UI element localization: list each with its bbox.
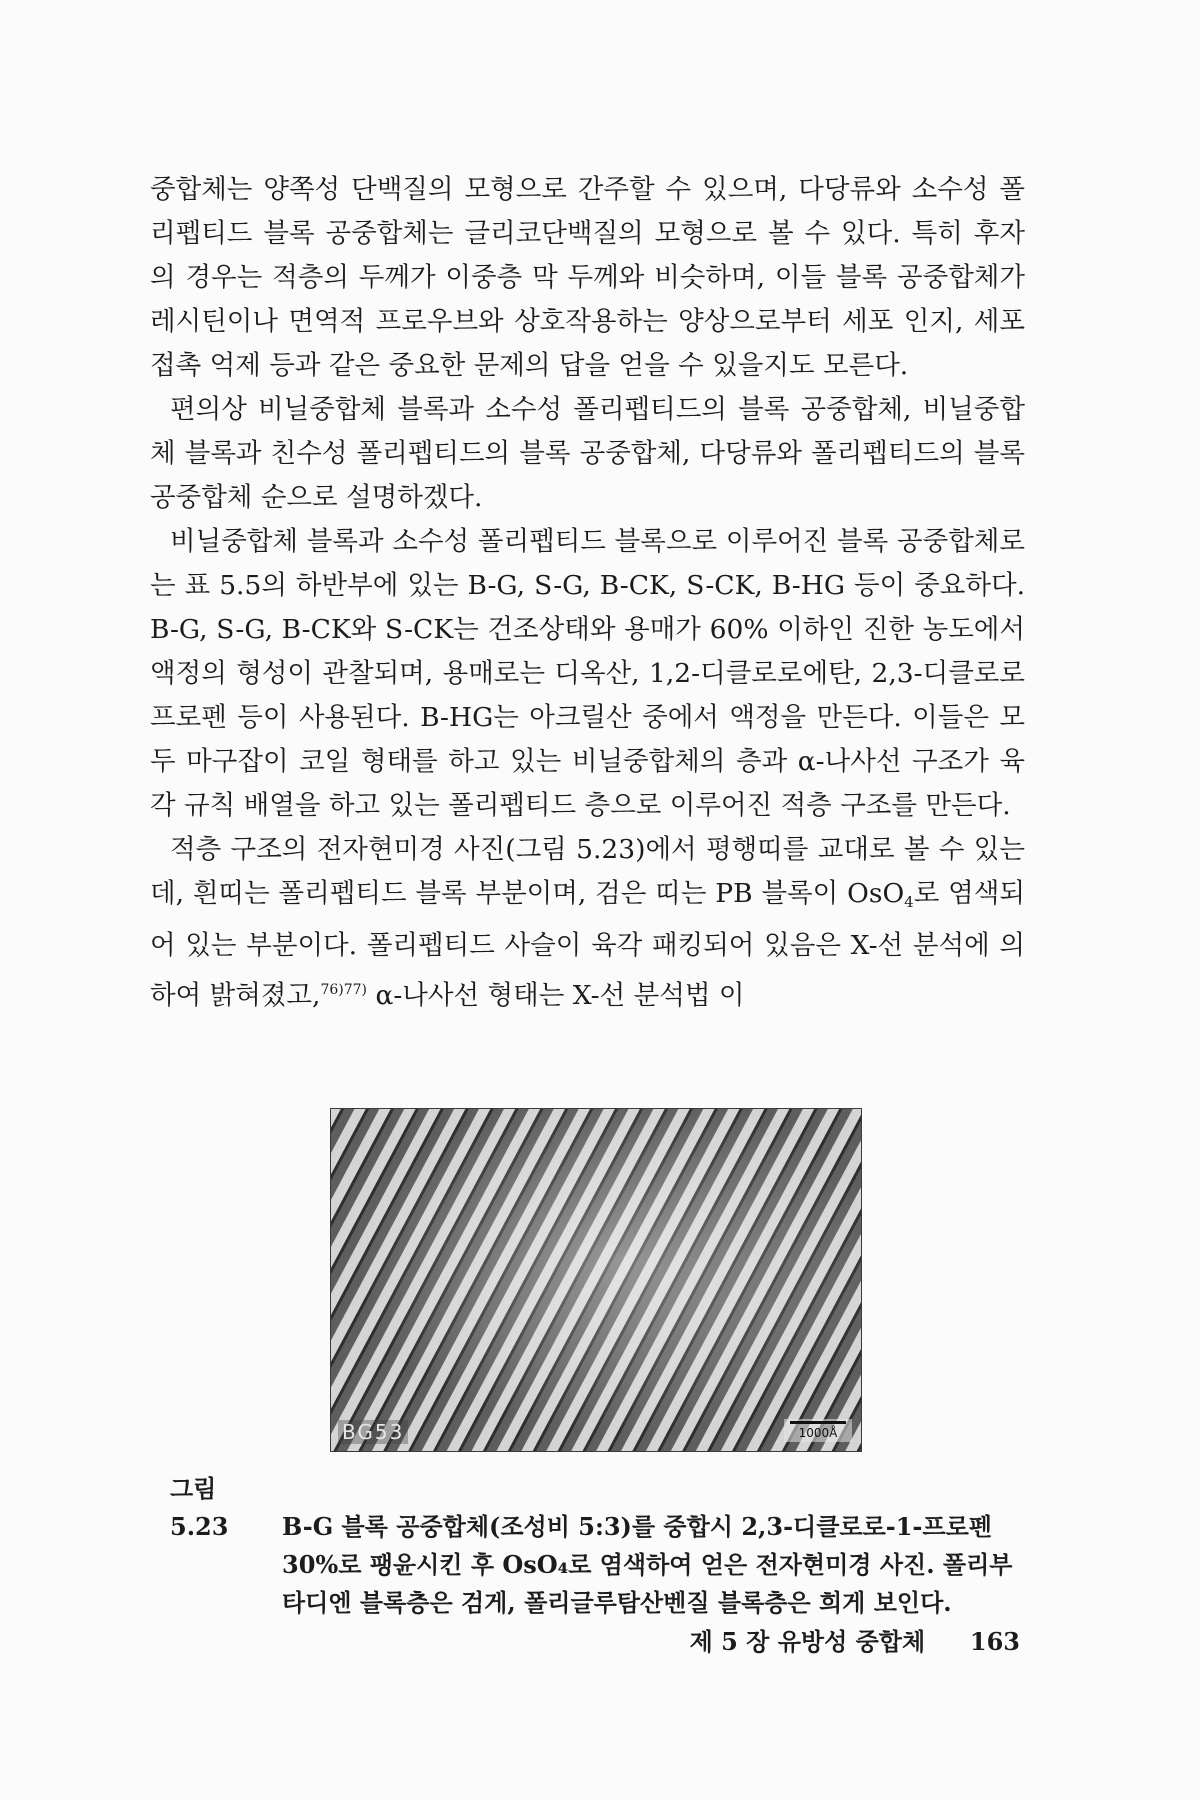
body-text [150,168,1025,1018]
caption-line-3: 타디엔 블록층은 검게, 폴리글루탐산벤질 블록층은 희게 보인다. [282,1588,952,1617]
paragraph-4-part-c: α-나사선 형태는 X-선 분석법 이 [367,980,745,1011]
electron-micrograph [330,1108,862,1452]
paragraph-3: 비닐중합체 블록과 소수성 폴리펩티드 블록으로 이루어진 블록 공중합체로는 표 5.5의 하반부에 있는 B-G, S-G, B-CK, S-CK, B-HG 등이 중요하다. B-G, S-G, B-CK와 S-CK는 건조상태와 용매가 60% 이하인 진한 농도에서 액정의 형성이 관찰되며, 용매로는 디옥산, 1,2-디클로로에탄, 2,3-디클로로프로펜 등이 사용된다. B-HG는 아크릴산 중에서 액정을 만든다. 이들은 모두 마구잡이 코일 형태를 하고 있는 비닐중합체의 층과 α-나사선 구조가 육각 규칙 배열을 하고 있는 폴리펩티드 층으로 이루어진 적층 구조를 만든다. [150,526,1025,821]
paragraph-4-subscript: 4 [904,893,914,911]
paragraph-4 [150,828,1025,1018]
scale-bar [784,1419,852,1442]
scale-bar-line [790,1421,846,1424]
paragraph-1: 중합체는 양쪽성 단백질의 모형으로 간주할 수 있으며, 다당류와 소수성 폴리펩티드 블록 공중합체는 글리코단백질의 모형으로 볼 수 있다. 특히 후자의 경우는 적층의 두께가 이중층 막 두께와 비슷하며, 이들 블록 공중합체가 레시틴이나 면역적 프로우브와 상호작용하는 양상으로부터 세포 인지, 세포 접촉 억제 등과 같은 중요한 문제의 답을 얻을 수 있을지도 모른다. [150,174,1025,381]
paragraph-2: 편의상 비닐중합체 블록과 소수성 폴리펩티드의 블록 공중합체, 비닐중합체 블록과 친수성 폴리펩티드의 블록 공중합체, 다당류와 폴리펩티드의 블록 공중합체 순으로 설명하겠다. [150,394,1025,513]
page-number: 163 [969,1627,1020,1656]
scale-bar-label: 1000Å [798,1426,838,1440]
caption-line-1: B-G 블록 공중합체(조성비 5:3)를 중합시 2,3-디클로로-1-프로펜 [282,1512,992,1541]
paragraph-4-part-b: 로 염색되어 있는 부분이다. 폴리펩티드 사슬이 육각 패킹되어 있음은 X-선 분석에 의하여 밝혀졌고, [150,878,1025,1011]
running-footer [680,1622,1020,1657]
figure-caption [170,1470,1030,1622]
caption-line-2: 30%로 팽윤시킨 후 OsO₄로 염색하여 얻은 전자현미경 사진. 폴리부 [282,1550,1013,1579]
chapter-title: 제 5 장 유방성 중합체 [689,1627,926,1656]
micrograph-stripes-image [330,1108,862,1452]
citation-superscript: 76)77) [320,982,368,998]
caption-figure-number: 그림 5.23 [170,1474,229,1541]
sample-label: BG53 [338,1420,408,1444]
paragraph-4-part-a: 적층 구조의 전자현미경 사진(그림 5.23)에서 평행띠를 교대로 볼 수 있는데, 흰띠는 폴리펩티드 블록 부분이며, 검은 띠는 PB 블록이 OsO [150,834,1025,909]
